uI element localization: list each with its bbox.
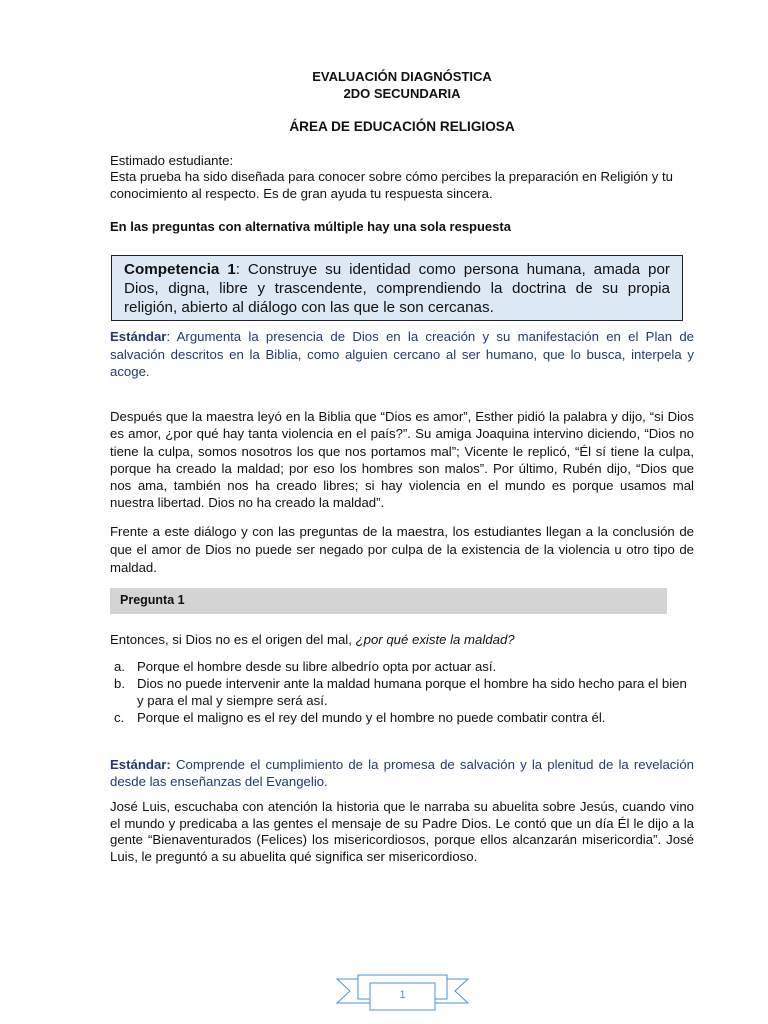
story-1-paragraph-1: Después que la maestra leyó en la Biblia que “Dios es amor”, Esther pidió la palabra y dijo, “si Dios es amor, ¿por qué hay tanta violencia en el país?”. Su amiga Joaquina intervino diciendo, “Dios no tiene la culpa, somos nosotros los que nos portamos mal”; Vicente le replicó, “Él sí tiene la culpa, porque ha creado la maldad; por eso los hombres son malos”. Por último, Rubén dijo, “Dios que nos ama, también nos ha creado libres; si hay violencia en el mundo es porque usamos mal nuestra libertad. Dios no ha creado la maldad”. [110, 409, 694, 511]
option-c-text: Porque el maligno es el rey del mundo y el hombre no puede combatir contra él. [137, 710, 606, 725]
estandar-1-text: : Argumenta la presencia de Dios en la creación y su manifestación en el Plan de salvación descritos en la Biblia, como alguien cercano al ser humano, que lo busca, interpela y acoge. [110, 329, 694, 379]
instruction: En las preguntas con alternativa múltiple hay una sola respuesta [110, 219, 511, 234]
pregunta-1-header [110, 588, 667, 614]
option-c[interactable] [110, 709, 694, 726]
estandar-1-label: Estándar [110, 329, 167, 344]
option-c-mark: c. [114, 710, 125, 725]
option-b-text: Dios no puede intervenir ante la maldad humana porque el hombre ha sido hecho para el bien y para el mal y siempre será así. [137, 676, 687, 708]
estandar-2-text: Comprende el cumplimiento de la promesa de salvación y la plenitud de la revelación desde las enseñanzas del Evangelio. [110, 757, 694, 789]
page-number: 1 [399, 989, 406, 1001]
pregunta-1-label: Pregunta 1 [120, 593, 185, 607]
question-italic: ¿por qué existe la maldad? [355, 632, 515, 647]
competencia-text: : Construye su identidad como persona humana, amada por Dios, digna, libre y trascendente, comprendiendo la doctrina de su propia religión, abierto al diálogo con las que le son cercanas. [124, 261, 670, 316]
question-plain: Entonces, si Dios no es el origen del mal, [110, 632, 356, 647]
competencia-box [111, 255, 683, 321]
competencia-label: Competencia 1 [124, 261, 236, 278]
story-1-paragraph-2: Frente a este diálogo y con las preguntas de la maestra, los estudiantes llegan a la conclusión de que el amor de Dios no puede ser negado por culpa de la existencia de la violencia u otro tipo de maldad. [110, 524, 694, 575]
estandar-2 [110, 756, 694, 790]
option-b[interactable] [110, 675, 694, 709]
option-a-mark: a. [114, 659, 125, 674]
pregunta-1-options [110, 658, 694, 726]
doc-grade: 2DO SECUNDARIA [343, 86, 461, 101]
estandar-2-label: Estándar: [110, 757, 171, 772]
doc-title: EVALUACIÓN DIAGNÓSTICA [312, 69, 492, 84]
page-number-banner [336, 972, 469, 1012]
area-title: ÁREA DE EDUCACIÓN RELIGIOSA [289, 119, 515, 134]
option-a[interactable] [110, 658, 694, 675]
option-a-text: Porque el hombre desde su libre albedrío opta por actuar así. [137, 659, 497, 674]
greeting: Estimado estudiante: [110, 153, 234, 168]
option-b-mark: b. [114, 676, 125, 691]
pregunta-1-question [110, 631, 694, 648]
estandar-1 [110, 328, 694, 381]
story-2-paragraph-1: José Luis, escuchaba con atención la historia que le narraba su abuelita sobre Jesús, cuando vino el mundo y predicaba a las gentes el mensaje de su Padre Dios. Le contó que un día Él le dijo a la gente “Bienaventurados (Felices) los misericordiosos, porque ellos alcanzarán misericordia”. José Luis, le preguntó a su abuelita qué significa ser misericordioso. [110, 799, 694, 864]
intro-text: Esta prueba ha sido diseñada para conocer sobre cómo percibes la preparación en Religión y tu conocimiento al respecto. Es de gran ayuda tu respuesta sincera. [110, 169, 674, 201]
